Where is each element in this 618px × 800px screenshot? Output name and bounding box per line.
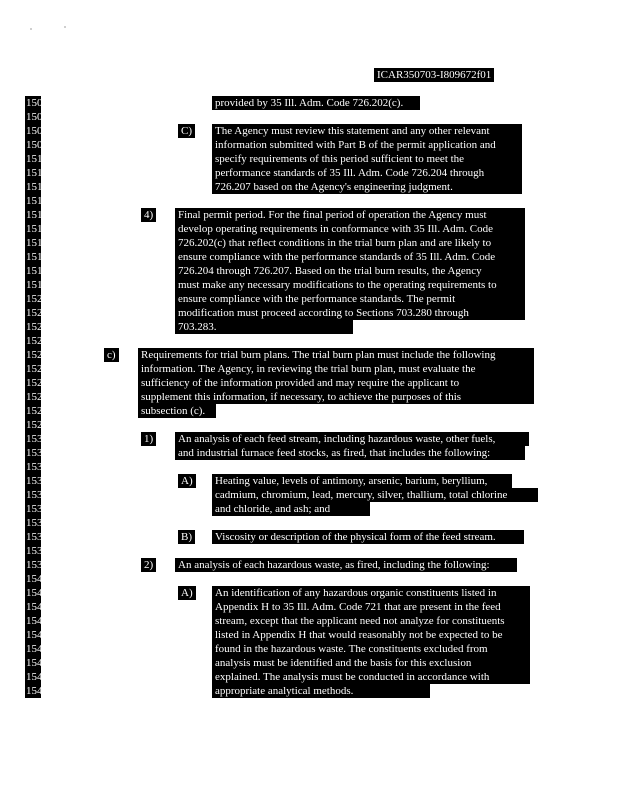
text-line — [0, 208, 618, 222]
line-text: explained. The analysis must be conducted in accordance with — [212, 670, 530, 684]
line-text: 726.202(c) that reflect conditions in the trial burn plan and are likely to — [175, 236, 525, 250]
text-line — [0, 110, 618, 124]
text-line — [0, 600, 618, 614]
line-number: 1511 — [26, 167, 48, 179]
line-text: cadmium, chromium, lead, mercury, silver, thallium, total chlorine — [212, 488, 538, 502]
text-line — [0, 152, 618, 166]
text-line — [0, 362, 618, 376]
list-marker: 4) — [141, 208, 156, 222]
line-number: 1536 — [26, 517, 48, 529]
line-text: 726.204 through 726.207. Based on the trial burn results, the Agency — [175, 264, 525, 278]
line-number: 1506 — [26, 97, 48, 109]
line-number: 1508 — [26, 125, 48, 137]
list-marker: C) — [178, 124, 195, 138]
line-number: 1520 — [26, 293, 48, 305]
line-number: 1509 — [26, 139, 48, 151]
list-marker: 1) — [141, 432, 156, 446]
text-line — [0, 278, 618, 292]
line-text: supplement this information, if necessary, to achieve the purposes of this — [138, 390, 534, 404]
text-line — [0, 558, 618, 572]
line-text: ensure compliance with the performance standards of 35 Ill. Adm. Code — [175, 250, 525, 264]
text-line — [0, 348, 618, 362]
text-line — [0, 418, 618, 432]
line-text: stream, except that the applicant need not analyze for constituents — [212, 614, 530, 628]
line-number: 1525 — [26, 363, 48, 375]
line-number: 1547 — [26, 671, 48, 683]
text-line — [0, 572, 618, 586]
text-line — [0, 264, 618, 278]
text-line — [0, 96, 618, 110]
line-number: 1546 — [26, 657, 48, 669]
text-line — [0, 124, 618, 138]
line-number: 1539 — [26, 559, 48, 571]
line-number: 1532 — [26, 461, 48, 473]
line-number: 1510 — [26, 153, 48, 165]
line-number: 1535 — [26, 503, 48, 515]
text-line — [0, 586, 618, 600]
line-number: 1524 — [26, 349, 48, 361]
line-number: 1531 — [26, 447, 48, 459]
list-marker: B) — [178, 530, 195, 544]
text-line — [0, 320, 618, 334]
text-line — [0, 138, 618, 152]
line-number: 1516 — [26, 237, 48, 249]
text-line — [0, 642, 618, 656]
line-text: Requirements for trial burn plans. The trial burn plan must include the following — [138, 348, 534, 362]
line-number: 1522 — [26, 321, 48, 333]
text-line — [0, 502, 618, 516]
line-number: 1517 — [26, 251, 48, 263]
line-text: must make any necessary modifications to the operating requirements to — [175, 278, 525, 292]
line-number: 1533 — [26, 475, 48, 487]
line-number: 1538 — [26, 545, 48, 557]
line-text: Final permit period. For the final period of operation the Agency must — [175, 208, 525, 222]
line-number: 1548 — [26, 685, 48, 697]
text-line — [0, 530, 618, 544]
text-line — [0, 670, 618, 684]
line-text: sufficiency of the information provided and may require the applicant to — [138, 376, 534, 390]
line-text: modification must proceed according to Sections 703.280 through — [175, 306, 525, 320]
line-text: Appendix H to 35 Ill. Adm. Code 721 that are present in the feed — [212, 600, 530, 614]
text-line — [0, 628, 618, 642]
line-number: 1541 — [26, 587, 48, 599]
line-number: 1526 — [26, 377, 48, 389]
line-number: 1521 — [26, 307, 48, 319]
line-number: 1518 — [26, 265, 48, 277]
line-number: 1514 — [26, 209, 48, 221]
line-text: Heating value, levels of antimony, arsenic, barium, beryllium, — [212, 474, 512, 488]
line-number: 1540 — [26, 573, 48, 585]
text-line — [0, 306, 618, 320]
line-number: 1519 — [26, 279, 48, 291]
text-line — [0, 656, 618, 670]
line-text: listed in Appendix H that would reasonably not be expected to be — [212, 628, 530, 642]
line-text: An analysis of each hazardous waste, as fired, including the following: — [175, 558, 517, 572]
line-text: 703.283. — [175, 320, 353, 334]
line-text: The Agency must review this statement and any other relevant — [212, 124, 522, 138]
line-number: 1527 — [26, 391, 48, 403]
scan-speck — [30, 28, 32, 30]
line-text: analysis must be identified and the basis for this exclusion — [212, 656, 530, 670]
line-number: 1507 — [26, 111, 48, 123]
text-line — [0, 460, 618, 474]
scan-speck — [64, 26, 66, 28]
line-number: 1529 — [26, 419, 48, 431]
text-line — [0, 390, 618, 404]
text-line — [0, 446, 618, 460]
line-text: appropriate analytical methods. — [212, 684, 430, 698]
list-marker: A) — [178, 586, 196, 600]
text-line — [0, 180, 618, 194]
line-number: 1537 — [26, 531, 48, 543]
text-line — [0, 488, 618, 502]
line-text: performance standards of 35 Ill. Adm. Code 726.204 through — [212, 166, 522, 180]
text-line — [0, 334, 618, 348]
line-text: Viscosity or description of the physical form of the feed stream. — [212, 530, 524, 544]
line-text: 726.207 based on the Agency's engineering judgment. — [212, 180, 522, 194]
line-number: 1530 — [26, 433, 48, 445]
text-line — [0, 544, 618, 558]
text-line — [0, 516, 618, 530]
document-id-header: ICAR350703-I809672f01 — [374, 68, 494, 82]
line-text: develop operating requirements in conformance with 35 Ill. Adm. Code — [175, 222, 525, 236]
list-marker: A) — [178, 474, 196, 488]
line-text: subsection (c). — [138, 404, 216, 418]
text-line — [0, 404, 618, 418]
text-line — [0, 250, 618, 264]
text-line — [0, 194, 618, 208]
text-line — [0, 222, 618, 236]
text-line — [0, 684, 618, 698]
list-marker: c) — [104, 348, 119, 362]
line-number: 1512 — [26, 181, 48, 193]
text-line — [0, 166, 618, 180]
line-number: 1523 — [26, 335, 48, 347]
line-text: information submitted with Part B of the permit application and — [212, 138, 522, 152]
line-number: 1544 — [26, 629, 48, 641]
list-marker: 2) — [141, 558, 156, 572]
line-text: An identification of any hazardous organic constituents listed in — [212, 586, 530, 600]
text-line — [0, 236, 618, 250]
line-text: An analysis of each feed stream, including hazardous waste, other fuels, — [175, 432, 529, 446]
numbered-text-lines — [0, 96, 618, 698]
line-text: information. The Agency, in reviewing the trial burn plan, must evaluate the — [138, 362, 534, 376]
text-line — [0, 474, 618, 488]
line-text: and industrial furnace feed stocks, as fired, that includes the following: — [175, 446, 525, 460]
text-line — [0, 292, 618, 306]
line-number: 1528 — [26, 405, 48, 417]
text-line — [0, 432, 618, 446]
line-number: 1534 — [26, 489, 48, 501]
text-line — [0, 614, 618, 628]
line-text: found in the hazardous waste. The constituents excluded from — [212, 642, 530, 656]
line-number: 1545 — [26, 643, 48, 655]
line-text: provided by 35 Ill. Adm. Code 726.202(c). — [212, 96, 420, 110]
line-text: ensure compliance with the performance standards. The permit — [175, 292, 525, 306]
line-text: and chloride, and ash; and — [212, 502, 370, 516]
text-line — [0, 376, 618, 390]
line-text: specify requirements of this period sufficient to meet the — [212, 152, 522, 166]
line-number: 1513 — [26, 195, 48, 207]
line-number: 1543 — [26, 615, 48, 627]
line-number: 1515 — [26, 223, 48, 235]
line-number: 1542 — [26, 601, 48, 613]
